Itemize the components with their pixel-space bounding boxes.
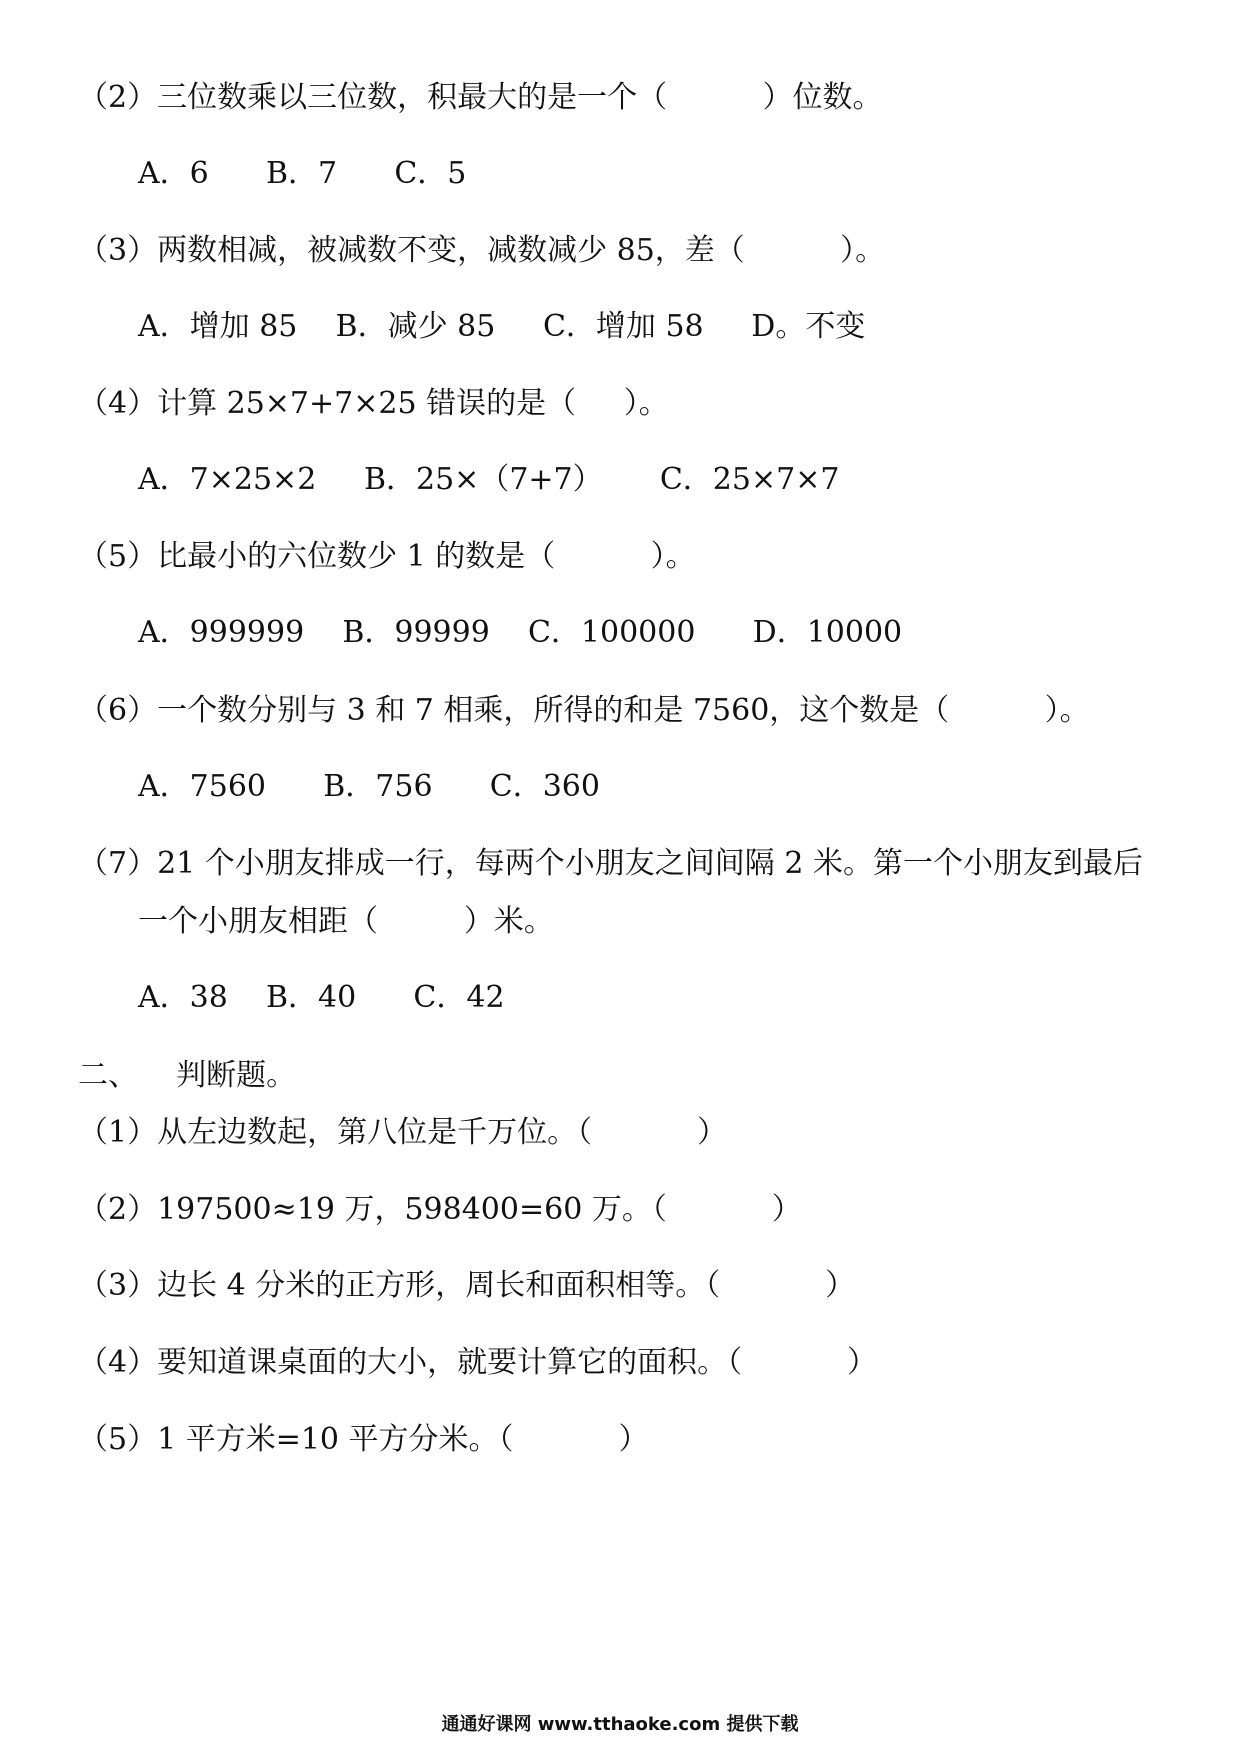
question-4-options: A．7×25×2 B．25×（7+7） C．25×7×7 xyxy=(138,462,840,497)
question-6: （6）一个数分别与 3 和 7 相乘，所得的和是 7560，这个数是（ ）。 xyxy=(78,693,1090,728)
judge-item-4: （4）要知道课桌面的大小，就要计算它的面积。（ ） xyxy=(78,1345,877,1380)
judge-item-2: （2）197500≈19 万，598400=60 万。（ ） xyxy=(78,1192,802,1227)
judge-item-5: （5）1 平方米=10 平方分米。（ ） xyxy=(78,1422,649,1457)
question-7-options: A．38 B．40 C．42 xyxy=(138,980,505,1015)
question-4: （4）计算 25×7+7×25 错误的是（ ）。 xyxy=(78,386,669,421)
question-7: （7）21 个小朋友排成一行，每两个小朋友之间间隔 2 米。第一个小朋友到最后 xyxy=(78,846,1143,881)
section-two-heading: 二、 判断题。 xyxy=(78,1058,297,1093)
question-5-options: A．999999 B．99999 C．100000 D．10000 xyxy=(138,615,903,650)
question-7-continuation: 一个小朋友相距（ ）米。 xyxy=(138,904,554,939)
judge-item-1: （1）从左边数起，第八位是千万位。（ ） xyxy=(78,1115,727,1150)
question-6-options: A．7560 B．756 C．360 xyxy=(138,769,600,804)
question-2-options: A．6 B．7 C．5 xyxy=(138,156,467,191)
question-5: （5）比最小的六位数少 1 的数是（ ）。 xyxy=(78,539,696,574)
page-footer: 通通好课网 www.tthaoke.com 提供下载 xyxy=(441,1714,799,1735)
judge-item-3: （3）边长 4 分米的正方形，周长和面积相等。（ ） xyxy=(78,1268,856,1303)
question-3: （3）两数相减，被减数不变，减数减少 85，差（ ）。 xyxy=(78,233,886,268)
question-2: （2）三位数乘以三位数，积最大的是一个（ ）位数。 xyxy=(78,80,883,115)
question-3-options: A．增加 85 B．减少 85 C．增加 58 D。不变 xyxy=(138,309,866,344)
